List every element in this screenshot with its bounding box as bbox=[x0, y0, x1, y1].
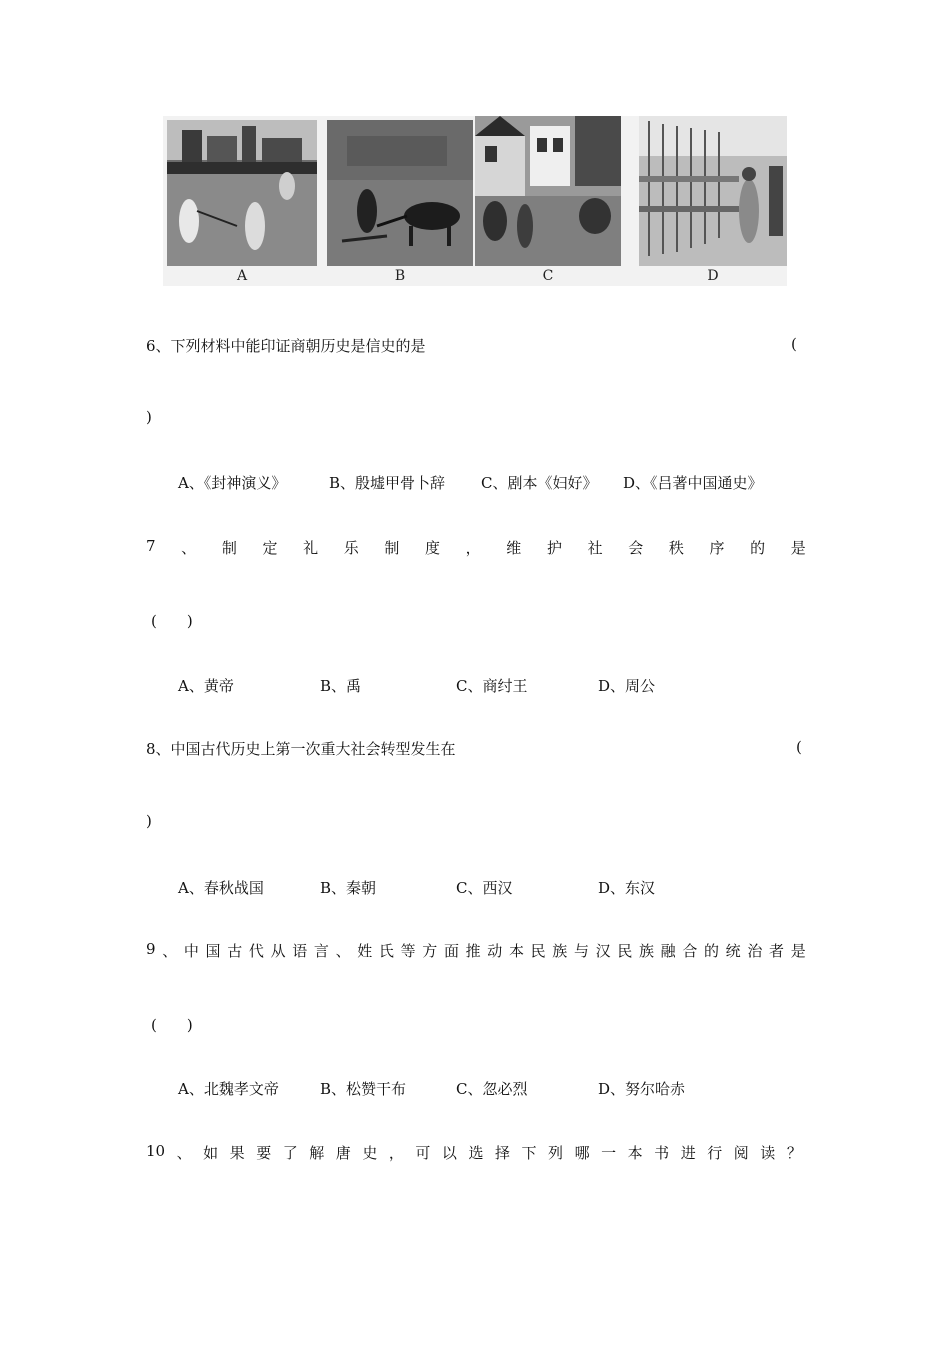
stem-char: 从 bbox=[270, 942, 286, 960]
image-a-farming-scene bbox=[167, 116, 317, 286]
question-9-stem bbox=[146, 940, 806, 961]
stem-char: 合 bbox=[682, 942, 698, 960]
stem-char: 进 bbox=[680, 1144, 696, 1162]
stem-char: 推 bbox=[465, 942, 481, 960]
stem-char: 与 bbox=[573, 942, 589, 960]
stem-char: 制 bbox=[221, 539, 237, 557]
question-8-option-a: A、春秋战国 bbox=[178, 879, 264, 897]
question-6-close-paren: ) bbox=[146, 408, 152, 426]
image-d-label: D bbox=[707, 268, 719, 284]
question-8-open-paren: ( bbox=[796, 738, 802, 756]
stem-char: 列 bbox=[548, 1144, 564, 1162]
stem-char: 民 bbox=[530, 942, 546, 960]
stem-char: 维 bbox=[506, 539, 522, 557]
question-9-option-a: A、北魏孝文帝 bbox=[178, 1080, 279, 1098]
stem-char: 的 bbox=[704, 942, 720, 960]
stem-char: 制 bbox=[384, 539, 400, 557]
question-9-answer-blank: ( ) bbox=[151, 1016, 193, 1034]
stem-char: 要 bbox=[256, 1144, 272, 1162]
question-6-stem: 6、下列材料中能印证商朝历史是信史的是 bbox=[146, 337, 426, 355]
image-d-textile-mill bbox=[639, 116, 787, 286]
question-7-option-b: B、禹 bbox=[320, 677, 362, 695]
stem-char: 族 bbox=[638, 942, 654, 960]
question-8-stem: 8、中国古代历史上第一次重大社会转型发生在 bbox=[146, 740, 456, 758]
stem-char: 融 bbox=[660, 942, 676, 960]
stem-char: 择 bbox=[494, 1144, 510, 1162]
stem-char: 、 bbox=[335, 942, 351, 960]
stem-char: 书 bbox=[654, 1144, 670, 1162]
stem-char: ， bbox=[465, 539, 481, 557]
question-7-option-a: A、黄帝 bbox=[178, 677, 234, 695]
stem-char: 乐 bbox=[343, 539, 359, 557]
image-a-label: A bbox=[236, 268, 248, 284]
stem-char: 了 bbox=[282, 1144, 298, 1162]
stem-char: 会 bbox=[628, 539, 644, 557]
question-9-option-b: B、松赞干布 bbox=[320, 1080, 407, 1098]
stem-char: 史 bbox=[362, 1144, 378, 1162]
stem-char: 社 bbox=[587, 539, 603, 557]
stem-char: 哪 bbox=[574, 1144, 590, 1162]
stem-char: 如 bbox=[203, 1144, 219, 1162]
question-6-option-d: D、《吕著中国通史》 bbox=[623, 474, 763, 492]
question-10-stem bbox=[146, 1142, 802, 1163]
stem-char: 、 bbox=[162, 942, 178, 960]
stem-char: 本 bbox=[627, 1144, 643, 1162]
stem-char: 是 bbox=[790, 942, 806, 960]
stem-char: 姓 bbox=[357, 942, 373, 960]
question-8-close-paren: ) bbox=[146, 812, 152, 830]
stem-char: 解 bbox=[309, 1144, 325, 1162]
question-7-stem bbox=[146, 537, 806, 558]
question-9-option-c: C、忽必烈 bbox=[456, 1080, 528, 1098]
stem-char: 10 bbox=[146, 1142, 166, 1160]
stem-char: ， bbox=[388, 1144, 404, 1162]
question-6-open-paren: ( bbox=[791, 335, 797, 353]
stem-char: 语 bbox=[292, 942, 308, 960]
image-c-label: C bbox=[542, 268, 554, 284]
question-8-option-d: D、东汉 bbox=[598, 879, 656, 897]
stem-char: 方 bbox=[422, 942, 438, 960]
stem-char: 礼 bbox=[303, 539, 319, 557]
stem-char: 选 bbox=[468, 1144, 484, 1162]
image-b-plowing-scene bbox=[327, 116, 473, 286]
stem-char: 汉 bbox=[595, 942, 611, 960]
stem-char: 以 bbox=[441, 1144, 457, 1162]
stem-char: 动 bbox=[487, 942, 503, 960]
stem-char: 是 bbox=[790, 539, 806, 557]
stem-char: 治 bbox=[747, 942, 763, 960]
stem-char: 定 bbox=[262, 539, 278, 557]
question-8-option-c: C、西汉 bbox=[456, 879, 513, 897]
question-6-option-b: B、殷墟甲骨卜辞 bbox=[329, 474, 446, 492]
stem-char: 面 bbox=[443, 942, 459, 960]
question-7-answer-blank: ( ) bbox=[151, 612, 193, 630]
stem-char: 统 bbox=[725, 942, 741, 960]
question-8-option-b: B、秦朝 bbox=[320, 879, 377, 897]
stem-char: 言 bbox=[313, 942, 329, 960]
stem-char: 国 bbox=[205, 942, 221, 960]
stem-char: 可 bbox=[415, 1144, 431, 1162]
question-6-option-c: C、剧本《妇好》 bbox=[481, 474, 598, 492]
stem-char: 等 bbox=[400, 942, 416, 960]
question-9-option-d: D、努尔哈赤 bbox=[598, 1080, 686, 1098]
stem-char: 唐 bbox=[335, 1144, 351, 1162]
question-7-option-c: C、商纣王 bbox=[456, 677, 528, 695]
stem-char: 中 bbox=[183, 942, 199, 960]
stem-char: 的 bbox=[750, 539, 766, 557]
stem-char: 本 bbox=[508, 942, 524, 960]
stem-char: 古 bbox=[227, 942, 243, 960]
stem-char: 9 bbox=[146, 940, 156, 958]
stem-char: ？ bbox=[786, 1144, 802, 1162]
stem-char: 代 bbox=[248, 942, 264, 960]
stem-char: 者 bbox=[769, 942, 785, 960]
stem-char: 阅 bbox=[733, 1144, 749, 1162]
question-7-option-d: D、周公 bbox=[598, 677, 656, 695]
image-b-label: B bbox=[394, 268, 406, 284]
stem-char: 读 bbox=[760, 1144, 776, 1162]
stem-char: 序 bbox=[709, 539, 725, 557]
stem-char: 一 bbox=[601, 1144, 617, 1162]
stem-char: 度 bbox=[425, 539, 441, 557]
stem-char: 民 bbox=[617, 942, 633, 960]
stem-char: 、 bbox=[181, 539, 197, 557]
stem-char: 下 bbox=[521, 1144, 537, 1162]
question-6-option-a: A、《封神演义》 bbox=[178, 474, 287, 492]
stem-char: 护 bbox=[546, 539, 562, 557]
stem-char: 氏 bbox=[378, 942, 394, 960]
stem-char: 行 bbox=[707, 1144, 723, 1162]
stem-char: 族 bbox=[552, 942, 568, 960]
historical-images-figure bbox=[163, 116, 787, 286]
stem-char: 7 bbox=[146, 537, 156, 555]
stem-char: 果 bbox=[229, 1144, 245, 1162]
image-c-market-scene bbox=[475, 116, 621, 286]
stem-char: 秩 bbox=[668, 539, 684, 557]
stem-char: 、 bbox=[176, 1144, 192, 1162]
